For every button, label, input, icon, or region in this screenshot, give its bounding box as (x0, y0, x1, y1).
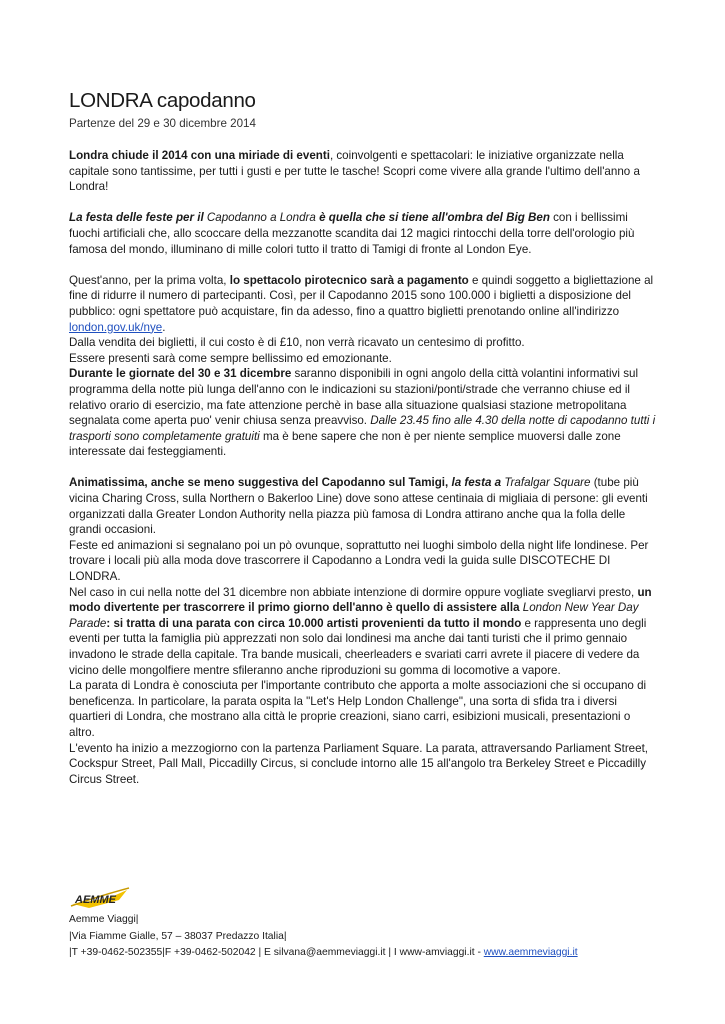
footer-address: |Via Fiamme Gialle, 57 – 38037 Predazzo Italia| (69, 930, 287, 942)
page-title: LONDRA capodanno (69, 89, 256, 112)
intro-bold: Londra chiude il 2014 con una miriade di eventi (69, 149, 330, 162)
transport-text-2: ma è bene sapere che non è per niente semplice muoversi dalle zone interessate dai festeggiamenti. (69, 429, 621, 459)
footer-contacts (69, 945, 669, 962)
parade-italic: London New Year Day Parade (69, 601, 639, 630)
big-ben-text: con i bellissimi fuochi artificiali che, allo scoccare della mezzanotte scandita dai 12 magici rintocchi della torre dell'orologio più famosa del mondo, illuminano di mille colori tutto il tratto di Tamigi di fronte al London Eye. (69, 211, 635, 256)
parade-bold-1: un modo divertente per trascorrere il primo giorno dell'anno è quello di assistere alla (69, 585, 652, 615)
parade-text-1: Nel caso in cui nella notte del 31 dicembre non abbiate intenzione di dormire oppure vogliate svegliarvi presto, (69, 585, 638, 599)
paragraph-parade (69, 585, 659, 679)
big-ben-italic: Capodanno a Londra (203, 211, 320, 225)
transport-text-1: saranno disponibili in ogni angolo della città volantini informativi sul programma della notte più lunga dell'anno con le indicazioni su stazioni/ponti/strade che verranno chiuse ed il relativo orario di esercizio, ma fate attenzione perchè in base alla situazione qualsiasi stazione metropolitana segnalata come aperta puo' venir chiusa senza preavviso. (69, 367, 639, 428)
logo-text: AEMME (75, 894, 116, 906)
paragraph-route: L'evento ha inizio a mezzogiorno con la partenza Parliament Square. La parata, attraversando Parliament Street, Cockspur Street, Pall Mall, Piccadilly Circus, si conclude intorno alle 15 all'angolo tra Berkeley Street e Piccadilly Circus Street. (69, 741, 649, 786)
tickets-text-1: Quest'anno, per la prima volta, (69, 273, 230, 287)
big-ben-bold-italic-2: è quella che si tiene all'ombra del Big Ben (319, 211, 550, 225)
paragraph-emotion: Essere presenti sarà come sempre bellissimo ed emozionante. (69, 351, 392, 365)
tickets-bold: lo spettacolo pirotecnico sarà a pagamento (229, 273, 469, 287)
footer (69, 884, 669, 962)
page-subtitle: Partenze del 29 e 30 dicembre 2014 (69, 117, 256, 130)
paragraph-nightlife: Feste ed animazioni si segnalano poi un pò ovunque, soprattutto nei luoghi simbolo della night life londinese. Per trovare i locali più alla moda dove trascorrere il Capodanno a Londra vedi la guida sulle DISCOTECHE DI LONDRA. (69, 538, 649, 584)
trafalgar-bold-italic: la festa a (451, 476, 502, 490)
paragraph-big-ben (69, 210, 659, 257)
transport-bold: Durante le giornate del 30 e 31 dicembre (69, 367, 292, 381)
footer-company: Aemme Viaggi| (69, 914, 139, 925)
footer-contacts-text: |T +39-0462-502355|F +39-0462-502042 | E silvana@aemmeviaggi.it | I www-amviaggi.it - (69, 947, 484, 958)
parade-text-2: e rappresenta uno degli eventi per tutta la famiglia più apprezzati non solo dai londinesi ma anche dai tanti turisti che il primo gennaio invadono le strade della capitale. Tra bande musicali, cheerleaders e svariati carri avrete il piacere di vedere da vicino delle mongolfiere mentre sfileranno anche riproduzioni su gomma di locomotive a vapore. (69, 616, 647, 677)
trafalgar-italic: Trafalgar Square (501, 476, 591, 490)
paragraph-intro (69, 148, 659, 195)
parade-bold-2: : si tratta di una parata con circa 10.000 artisti provenienti da tutto il mondo (106, 616, 522, 630)
paragraph-tickets (69, 273, 659, 335)
london-gov-link[interactable]: london.gov.uk/nye (69, 320, 163, 334)
paragraph-charity: La parata di Londra è conosciuta per l'importante contributo che apporta a molte associazioni che si occupano di beneficenza. In particolare, la parata ospita la "Let's Help London Challenge", una sorta di sfida tra i diversi quartieri di Londra, che mostrano alla città le proprie creazioni, siano carri, esibizioni musicali, presentazioni o altro. (69, 679, 647, 739)
trafalgar-bold: Animatissima, anche se meno suggestiva del Capodanno sul Tamigi, (69, 476, 452, 490)
transport-italic: Dalle 23.45 fino alle 4.30 della notte di capodanno tutti i trasporti sono completamente gratuiti (69, 414, 656, 443)
paragraph-trafalgar (69, 475, 659, 537)
paragraph-transport (69, 366, 659, 460)
paragraph-price: Dalla vendita dei biglietti, il cui costo è di £10, non verrà ricavato un centesimo di profitto. (69, 336, 525, 350)
intro-text: , coinvolgenti e spettacolari: le iniziative organizzate nella capitale sono tantissime, per tutti i gusti e per tutte le tasche! Scopri come vivere alla grande l'ultimo dell'anno a Londra! (69, 149, 640, 194)
footer-website-link[interactable]: www.aemmeviaggi.it (483, 947, 578, 958)
tickets-text-2: e quindi soggetto a bigliettazione al fine di ridurre il numero di partecipanti. Così, per il Capodanno 2015 sono 100.000 i biglietti a disposizione del pubblico: ogni spettatore può acquistare, fin da adesso, fino a quattro biglietti prenotando online all'indirizzo (69, 273, 654, 318)
document-body (69, 88, 659, 787)
big-ben-bold-italic-1: La festa delle feste per il (69, 211, 204, 225)
aemme-logo (69, 884, 131, 912)
tickets-text-3: . (162, 320, 166, 334)
trafalgar-text: (tube più vicina Charing Cross, sulla Northern o Bakerloo Line) dove sono attese centinaia di migliaia di persone: gli eventi organizzati dalla Greater London Authority nella piazza più famosa di Londra attirano anche qua la folla delle grandi occasioni. (69, 476, 648, 537)
